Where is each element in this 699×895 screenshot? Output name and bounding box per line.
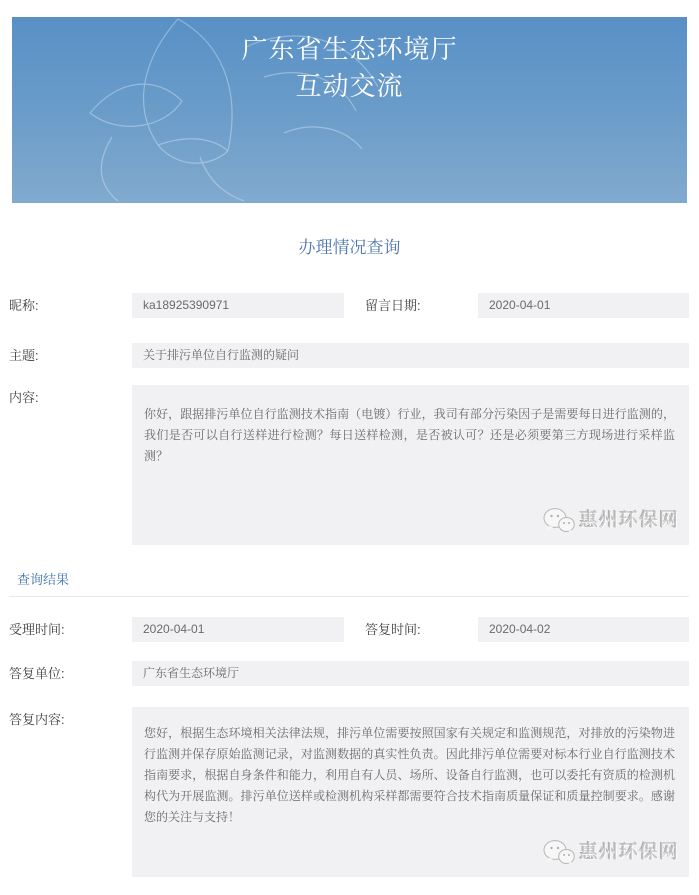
reply-unit-row <box>9 661 689 686</box>
reply-unit-field[interactable]: 广东省生态环境厅 <box>132 661 689 686</box>
subject-label: 主题: <box>9 348 39 363</box>
watermark-text: 惠州环保网 <box>578 842 679 863</box>
query-form <box>0 293 699 877</box>
banner-subtitle: 互动交流 <box>295 71 404 101</box>
accept-time-label: 受理时间: <box>9 622 65 637</box>
accept-time-field[interactable]: 2020-04-01 <box>132 617 344 642</box>
subject-row <box>9 343 689 368</box>
watermark <box>543 839 679 866</box>
content-label: 内容: <box>9 390 39 405</box>
section-divider <box>9 596 689 597</box>
reply-time-label: 答复时间: <box>365 622 421 637</box>
site-title: 广东省生态环境厅 <box>241 34 458 64</box>
reply-content-field[interactable] <box>132 707 689 877</box>
message-date-label: 留言日期: <box>365 298 421 313</box>
reply-content-row <box>9 707 689 877</box>
banner <box>12 17 687 203</box>
page-title: 办理情况查询 <box>298 238 401 257</box>
watermark-text: 惠州环保网 <box>578 510 679 531</box>
reply-unit-label: 答复单位: <box>9 666 65 681</box>
subject-field[interactable]: 关于排污单位自行监测的疑问 <box>132 343 689 368</box>
accept-time-row <box>9 617 689 642</box>
message-date-field[interactable]: 2020-04-01 <box>478 293 689 318</box>
content-text: 你好，跟据排污单位自行监测技术指南（电镀）行业，我司有部分污染因子是需要每日进行监测的，我们是否可以自行送样进行检测？每日送样检测，是否被认可？还是必须要第三方现场进行采样监测？ <box>144 407 675 463</box>
content-row <box>9 385 689 545</box>
wechat-bubbles-icon <box>543 507 575 534</box>
content-field[interactable] <box>132 385 689 545</box>
page <box>0 17 699 895</box>
nickname-field[interactable]: ka18925390971 <box>132 293 344 318</box>
nickname-label: 昵称: <box>9 298 39 313</box>
wechat-bubbles-icon <box>543 839 575 866</box>
nickname-row <box>9 293 689 318</box>
result-section-title: 查询结果 <box>17 572 70 587</box>
reply-content-text: 您好，根据生态环境相关法律法规，排污单位需要按照国家有关规定和监测规范，对排放的污染物进行监测并保存原始监测记录，对监测数据的真实性负责。因此排污单位需要对标本行业自行监测技术指南要求，根据自身条件和能力，利用自有人员、场所、设备自行监测，也可以委托有资质的检测机构代为开展监测。排污单位送样或检测机构采样都需要符合技术指南质量保证和质量控制要求。感谢您的关注与支持！ <box>144 726 675 824</box>
reply-time-field[interactable]: 2020-04-02 <box>478 617 689 642</box>
reply-content-label: 答复内容: <box>9 712 65 727</box>
watermark <box>543 507 679 534</box>
